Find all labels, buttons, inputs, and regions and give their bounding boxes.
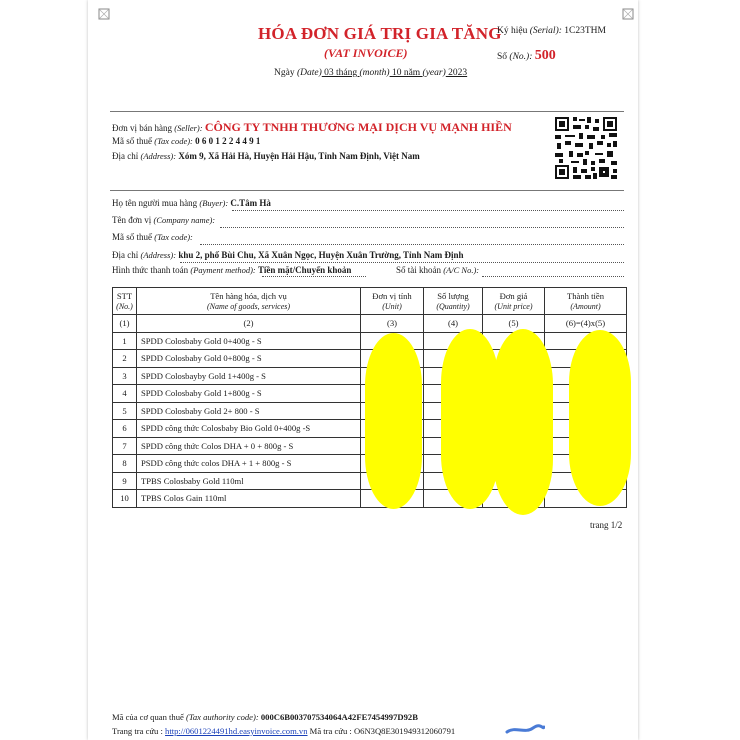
payment-line: Hình thức thanh toán (Payment method): Tiền mặt/Chuyển khoản xyxy=(112,265,352,275)
redaction-highlight xyxy=(569,330,631,506)
row-name: SPDD công thức Colos DHA + 0 + 800g - S xyxy=(137,437,361,455)
table-row xyxy=(113,332,627,350)
redaction-highlight xyxy=(365,333,422,509)
seller-tax-line: Mã số thuế (Tax code): 0 6 0 1 2 2 4 4 9 1 xyxy=(112,136,261,146)
page-number: trang 1/2 xyxy=(590,520,623,530)
row-no: 4 xyxy=(113,385,137,403)
table-index-row: (1) (2) (3) (4) (5) (6)=(4)x(5) xyxy=(113,315,627,333)
row-no: 2 xyxy=(113,350,137,368)
col-unit-price: Đơn giá (Unit price) xyxy=(483,288,545,315)
seller-address-line: Địa chỉ (Address): Xóm 9, Xã Hải Hà, Huyện Hải Hậu, Tỉnh Nam Định, Việt Nam xyxy=(112,151,420,161)
redaction-highlight xyxy=(493,329,553,515)
divider xyxy=(110,111,624,112)
dotted-line xyxy=(200,244,624,245)
row-no: 3 xyxy=(113,367,137,385)
seller-tax-code: 0 6 0 1 2 2 4 4 9 1 xyxy=(195,136,261,146)
dotted-line xyxy=(482,276,624,277)
row-name: SPDD Colosbayby Gold 1+400g - S xyxy=(137,367,361,385)
table-header-row xyxy=(113,288,627,315)
row-no: 9 xyxy=(113,472,137,490)
invoice-title: HÓA ĐƠN GIÁ TRỊ GIA TĂNG xyxy=(258,24,502,43)
row-name: SPDD Colosbaby Gold 0+800g - S xyxy=(137,350,361,368)
lookup-code: O6N3Q8E301949312060791 xyxy=(353,726,456,736)
seller-line: Đơn vị bán hàng (Seller): CÔNG TY TNHH THƯƠNG MẠI DỊCH VỤ MẠNH HIỀN xyxy=(112,120,512,134)
col-name: Tên hàng hóa, dịch vụ (Name of goods, services) xyxy=(137,288,361,315)
buyer-address-line: Địa chỉ (Address): khu 2, phố Bùi Chu, Xã Xuân Ngọc, Huyện Xuân Trường, Tỉnh Nam Định xyxy=(112,250,464,260)
buyer-name: C.Tâm Hà xyxy=(230,198,271,208)
row-name: TPBS Colos Gain 110ml xyxy=(137,490,361,508)
lookup-link[interactable]: http://0601224491hd.easyinvoice.com.vn xyxy=(165,726,308,736)
col-unit: Đơn vị tính (Unit) xyxy=(361,288,424,315)
row-no: 10 xyxy=(113,490,137,508)
lookup-line: Trang tra cứu : http://0601224491hd.easyinvoice.com.vn Mã tra cứu : O6N3Q8E301949312060791 xyxy=(112,726,456,736)
row-no: 5 xyxy=(113,402,137,420)
invoice-date: Ngày (Date) 03 tháng (month) 10 năm (year) 2023 xyxy=(274,68,468,78)
dotted-line xyxy=(232,210,624,211)
row-no: 6 xyxy=(113,420,137,438)
invoice-number: Số (No.): 500 xyxy=(497,48,556,63)
invoice-subtitle: (VAT INVOICE) xyxy=(324,46,408,60)
row-no: 7 xyxy=(113,437,137,455)
qr-code-icon xyxy=(553,115,619,181)
col-quantity: Số lượng (Quantity) xyxy=(424,288,483,315)
fold-mark-icon xyxy=(98,8,110,20)
col-no: STT (No.) xyxy=(113,288,137,315)
seller-address: Xóm 9, Xã Hải Hà, Huyện Hải Hậu, Tỉnh Nam Định, Việt Nam xyxy=(178,151,420,161)
buyer-company-line: Tên đơn vị (Company name): xyxy=(112,215,216,225)
scribble-mark xyxy=(505,724,545,736)
row-name: SPDD công thức Colosbaby Bio Gold 0+400g -S xyxy=(137,420,361,438)
dotted-line xyxy=(180,262,624,263)
table-row xyxy=(113,490,627,508)
payment-method: Tiền mặt/Chuyển khoản xyxy=(258,265,352,275)
dotted-line xyxy=(220,227,624,228)
col-amount: Thành tiền (Amount) xyxy=(545,288,627,315)
row-name: SPDD Colosbaby Gold 2+ 800 - S xyxy=(137,402,361,420)
row-no: 8 xyxy=(113,455,137,473)
row-name: TPBS Colosbaby Gold 110ml xyxy=(137,472,361,490)
invoice-serial: Ký hiệu (Serial): 1C23THM xyxy=(497,26,606,36)
row-name: SPDD Colosbaby Gold 0+400g - S xyxy=(137,332,361,350)
buyer-tax-line: Mã số thuế (Tax code): xyxy=(112,232,193,242)
row-name: SPDD Colosbaby Gold 1+800g - S xyxy=(137,385,361,403)
tax-authority-line: Mã của cơ quan thuế (Tax authority code): 000C6B003707534064A42FE7454997D92B xyxy=(112,712,418,722)
divider xyxy=(110,190,624,191)
account-line: Số tài khoản (A/C No.): xyxy=(396,265,480,275)
buyer-address: khu 2, phố Bùi Chu, Xã Xuân Ngọc, Huyện Xuân Trường, Tỉnh Nam Định xyxy=(178,250,464,260)
row-name: PSDD công thức colos DHA + 1 + 800g - S xyxy=(137,455,361,473)
row-no: 1 xyxy=(113,332,137,350)
redaction-highlight xyxy=(441,329,499,509)
fold-mark-icon xyxy=(622,8,634,20)
dotted-line xyxy=(262,276,366,277)
tax-authority-code: 000C6B003707534064A42FE7454997D92B xyxy=(258,712,418,722)
seller-name: CÔNG TY TNHH THƯƠNG MẠI DỊCH VỤ MẠNH HIỀN xyxy=(204,120,512,134)
buyer-name-line: Họ tên người mua hàng (Buyer): C.Tâm Hà xyxy=(112,198,271,208)
